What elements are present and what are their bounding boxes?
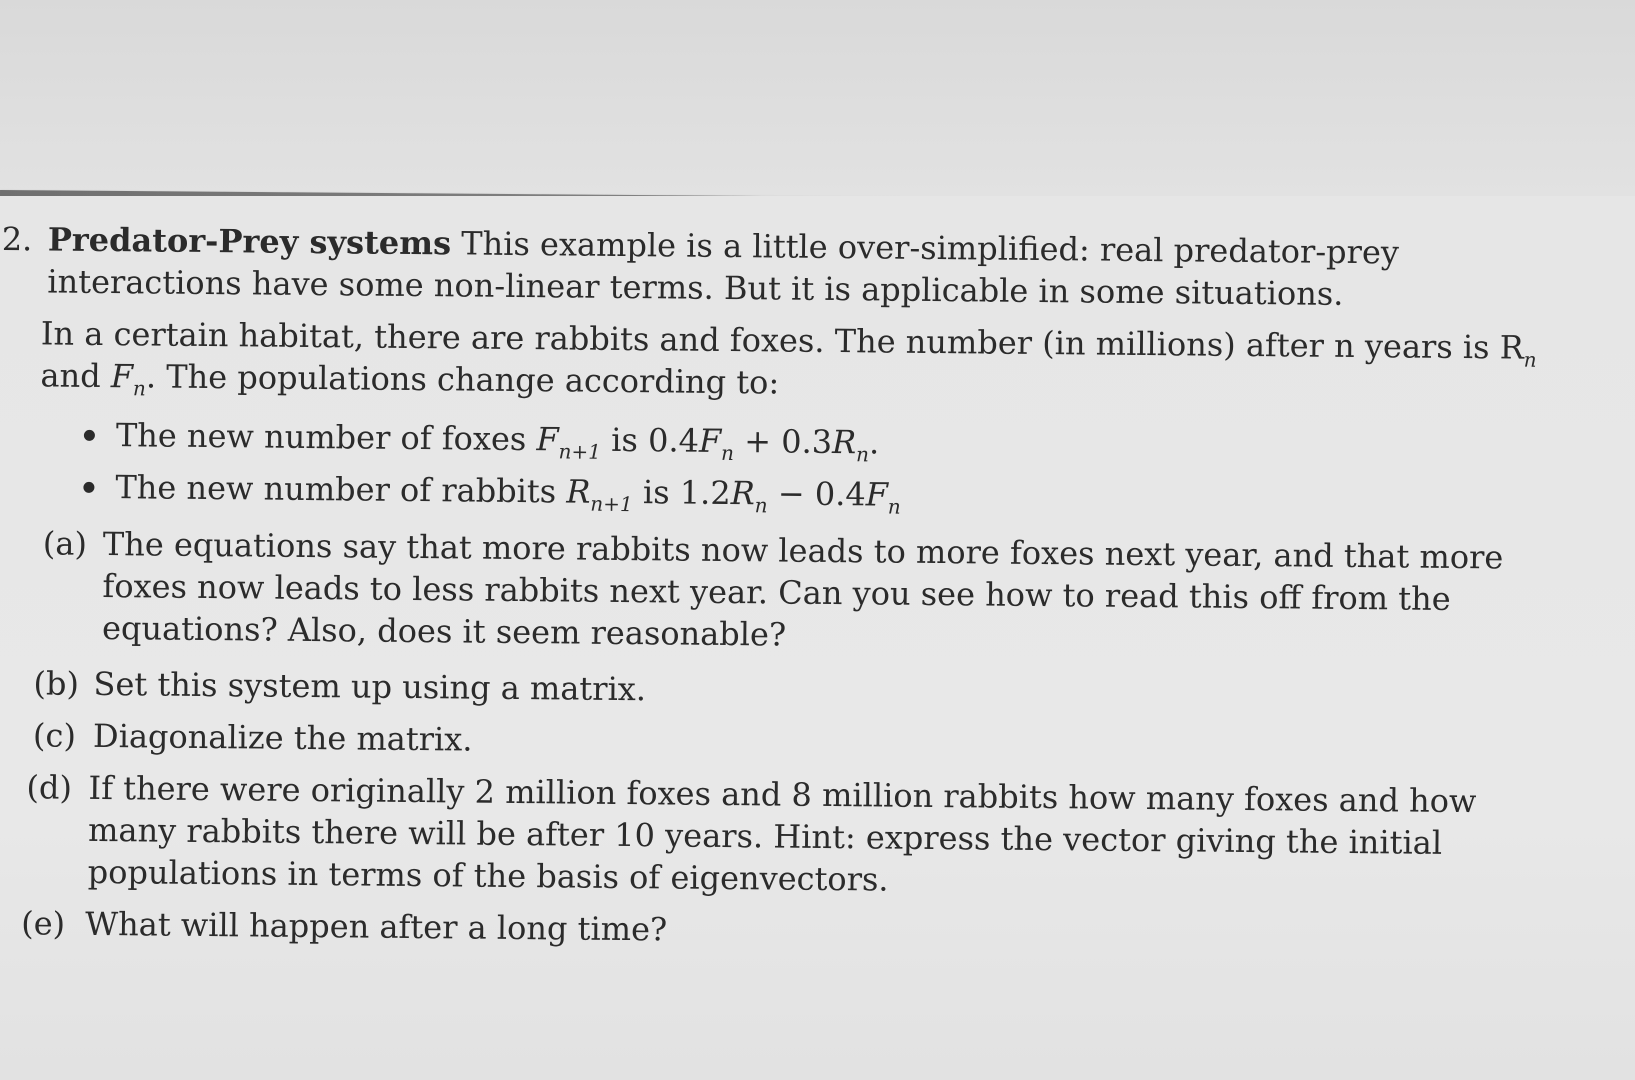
part-text: If there were originally 2 million foxes and 8 million rabbits how many foxes and how many rabbits there will be after 10 years. Hint: express the vector giving the initial populations in terms of the basis of eigenvectors. [87,768,1477,899]
setup-end: . The populations change according to: [145,357,780,402]
part-text: The equations say that more rabbits now leads to more foxes next year, and that more foxes now leads to less rabbits next year. Can you see how to read this off from the equations? Also, does it seem reasonable? [101,525,1504,654]
part-label: (a) [42,524,88,563]
setup-paragraph: In a certain habitat, there are rabbits and foxes. The number (in millions) after n years is $R_n$ and $F_n$. The populations change according to: [40,314,1537,402]
part-c [0,714,1513,771]
part-label: (d) [26,768,73,807]
intro-text: This example is a little over-simplified: real predator-prey interactions have some non-linear terms. But it is applicable in some situations. [47,224,1400,313]
part-text: Diagonalize the matrix. [92,716,473,759]
top-blank-sheet [0,0,1635,200]
setup-text: In a certain habitat, there are rabbits and foxes. The number (in millions) after n years is R [40,314,1524,367]
part-label: (b) [33,664,80,703]
problem-number: 2. [1,220,33,259]
bullet-dot [83,482,94,493]
part-text: What will happen after a long time? [85,904,668,949]
part-text: Set this system up using a matrix. [93,664,647,709]
equation-bullets [0,408,1618,528]
bullet-rabbits: The new number of rabbits $R_{n+1}$ is $1.2R_n - 0.4F_n$ [0,460,1618,528]
bullet-foxes: The new number of foxes $F_{n+1}$ is $0.4F_n + 0.3R_n$. [0,408,1618,476]
part-a [0,522,1513,663]
part-label: (c) [32,716,77,755]
problem-intro [0,218,1568,317]
part-d [0,766,1519,907]
part-label: (e) [21,904,66,943]
bullet-dot [84,430,95,441]
problem-title: Predator-Prey systems [47,220,452,263]
part-b [0,662,1514,719]
problem-2 [0,218,1620,960]
